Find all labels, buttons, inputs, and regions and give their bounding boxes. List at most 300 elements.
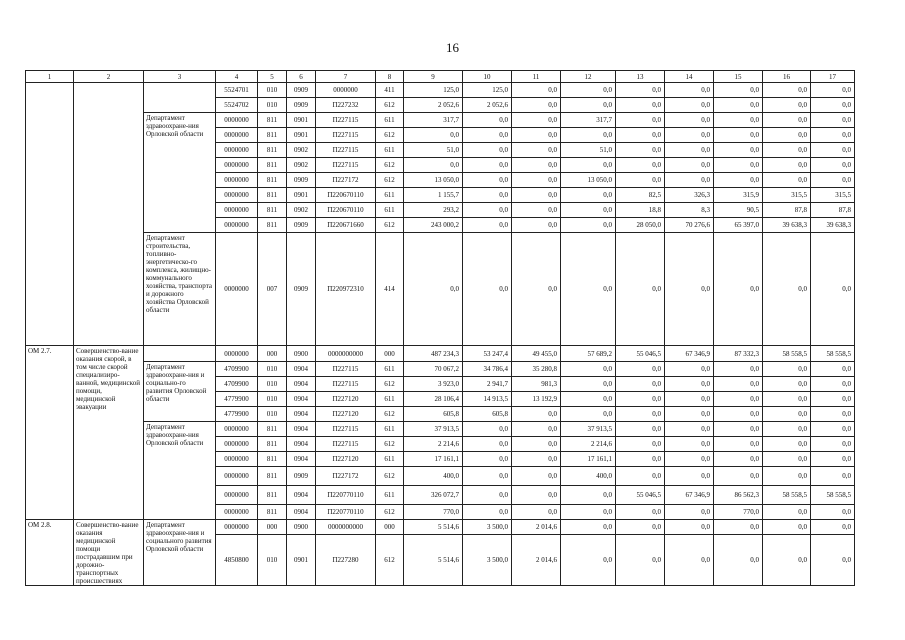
value-cell: 0,0: [665, 377, 714, 392]
value-cell: 487 234,3: [404, 346, 463, 362]
value-cell: 0,0: [811, 128, 855, 143]
event-name-cell: [74, 83, 144, 346]
code-cell: 811: [258, 437, 287, 452]
code-cell: П220972310: [316, 233, 376, 346]
code-cell: П220770110: [316, 505, 376, 520]
value-cell: 0,0: [616, 467, 665, 486]
value-cell: 0,0: [616, 437, 665, 452]
value-cell: 90,5: [714, 203, 763, 218]
value-cell: 13 192,9: [512, 392, 561, 407]
value-cell: 0,0: [763, 407, 811, 422]
value-cell: 0,0: [561, 188, 616, 203]
value-cell: 5 514,6: [404, 520, 463, 535]
value-cell: 0,0: [665, 362, 714, 377]
code-cell: 0000000: [216, 203, 258, 218]
value-cell: 0,0: [665, 233, 714, 346]
value-cell: 0,0: [512, 452, 561, 467]
value-cell: 0,0: [561, 377, 616, 392]
code-cell: 612: [376, 505, 404, 520]
executor-cell: Департамент здравоохране-ния Орловской области: [144, 113, 216, 233]
value-cell: 0,0: [763, 158, 811, 173]
value-cell: 49 455,0: [512, 346, 561, 362]
value-cell: 0,0: [463, 188, 512, 203]
code-cell: П220770110: [316, 486, 376, 505]
executor-cell: [144, 83, 216, 113]
value-cell: 17 161,1: [404, 452, 463, 467]
executor-cell: Департамент здравоохране-ния Орловской области: [144, 422, 216, 520]
value-cell: 0,0: [463, 173, 512, 188]
value-cell: 0,0: [561, 392, 616, 407]
value-cell: 0,0: [512, 233, 561, 346]
code-cell: 611: [376, 452, 404, 467]
header-cell: 2: [74, 71, 144, 83]
code-cell: 0904: [287, 362, 316, 377]
value-cell: 3 500,0: [463, 520, 512, 535]
value-cell: 0,0: [561, 362, 616, 377]
value-cell: 0,0: [714, 158, 763, 173]
value-cell: 82,5: [616, 188, 665, 203]
code-cell: 612: [376, 437, 404, 452]
value-cell: 0,0: [714, 113, 763, 128]
value-cell: 0,0: [616, 422, 665, 437]
code-cell: 612: [376, 173, 404, 188]
value-cell: 770,0: [714, 505, 763, 520]
value-cell: 2 214,6: [404, 437, 463, 452]
code-cell: 0000000: [216, 113, 258, 128]
value-cell: 87,8: [763, 203, 811, 218]
code-cell: П227115: [316, 362, 376, 377]
code-cell: 0904: [287, 392, 316, 407]
value-cell: 0,0: [763, 362, 811, 377]
code-cell: 811: [258, 113, 287, 128]
event-name-cell: Совершенство-вание оказания скорой, в том числе скорой специализиро-ванной, медицинской помощи, медицинской эвакуации: [74, 346, 144, 520]
code-cell: П227172: [316, 173, 376, 188]
value-cell: 400,0: [561, 467, 616, 486]
code-cell: 0000000000: [316, 520, 376, 535]
value-cell: 0,0: [714, 392, 763, 407]
code-cell: 611: [376, 203, 404, 218]
code-cell: 611: [376, 113, 404, 128]
code-cell: П227115: [316, 422, 376, 437]
value-cell: 0,0: [665, 422, 714, 437]
value-cell: 0,0: [763, 143, 811, 158]
value-cell: 0,0: [714, 362, 763, 377]
value-cell: 0,0: [763, 467, 811, 486]
value-cell: 0,0: [404, 233, 463, 346]
value-cell: 0,0: [512, 188, 561, 203]
value-cell: 0,0: [512, 218, 561, 233]
code-cell: П227115: [316, 158, 376, 173]
value-cell: 0,0: [714, 422, 763, 437]
value-cell: 0,0: [811, 83, 855, 98]
code-cell: 0901: [287, 535, 316, 586]
value-cell: 0,0: [616, 98, 665, 113]
value-cell: 70 067,2: [404, 362, 463, 377]
code-cell: 811: [258, 203, 287, 218]
code-cell: 0909: [287, 218, 316, 233]
code-cell: П227120: [316, 407, 376, 422]
value-cell: 67 346,9: [665, 486, 714, 505]
value-cell: 0,0: [561, 407, 616, 422]
value-cell: 125,0: [404, 83, 463, 98]
code-cell: 000: [376, 520, 404, 535]
value-cell: 0,0: [665, 452, 714, 467]
code-cell: 4779900: [216, 392, 258, 407]
value-cell: 0,0: [561, 158, 616, 173]
value-cell: 0,0: [811, 362, 855, 377]
code-cell: 0909: [287, 83, 316, 98]
code-cell: 4709900: [216, 362, 258, 377]
value-cell: 0,0: [561, 520, 616, 535]
code-cell: П227115: [316, 128, 376, 143]
event-code-cell: ОМ 2.7.: [26, 346, 74, 520]
table-row: [26, 113, 855, 128]
code-cell: П227115: [316, 437, 376, 452]
code-cell: 0900: [287, 346, 316, 362]
code-cell: 612: [376, 158, 404, 173]
code-cell: 811: [258, 218, 287, 233]
value-cell: 37 913,5: [561, 422, 616, 437]
value-cell: 0,0: [512, 98, 561, 113]
value-cell: 0,0: [665, 535, 714, 586]
value-cell: 0,0: [463, 422, 512, 437]
value-cell: 0,0: [616, 233, 665, 346]
table-row: [26, 520, 855, 535]
value-cell: 3 923,0: [404, 377, 463, 392]
code-cell: 0000000: [216, 486, 258, 505]
value-cell: 0,0: [512, 203, 561, 218]
value-cell: 0,0: [665, 467, 714, 486]
code-cell: 0900: [287, 520, 316, 535]
code-cell: 0904: [287, 486, 316, 505]
code-cell: 0902: [287, 143, 316, 158]
value-cell: 28 106,4: [404, 392, 463, 407]
value-cell: 0,0: [561, 203, 616, 218]
code-cell: 612: [376, 98, 404, 113]
value-cell: 0,0: [714, 173, 763, 188]
value-cell: 0,0: [616, 505, 665, 520]
code-cell: 010: [258, 377, 287, 392]
code-cell: 811: [258, 486, 287, 505]
code-cell: 0901: [287, 113, 316, 128]
value-cell: 0,0: [763, 83, 811, 98]
value-cell: 0,0: [616, 377, 665, 392]
value-cell: 0,0: [561, 505, 616, 520]
value-cell: 326,3: [665, 188, 714, 203]
value-cell: 8,3: [665, 203, 714, 218]
value-cell: 0,0: [463, 113, 512, 128]
value-cell: 0,0: [561, 218, 616, 233]
header-cell: 13: [616, 71, 665, 83]
code-cell: 5524702: [216, 98, 258, 113]
value-cell: 0,0: [512, 173, 561, 188]
code-cell: 0909: [287, 98, 316, 113]
value-cell: 0,0: [665, 437, 714, 452]
value-cell: 13 050,0: [561, 173, 616, 188]
code-cell: 612: [376, 407, 404, 422]
value-cell: 0,0: [463, 486, 512, 505]
code-cell: 0000000: [216, 218, 258, 233]
code-cell: 0000000: [316, 83, 376, 98]
page-number: 16: [446, 40, 459, 55]
value-cell: 2 052,6: [404, 98, 463, 113]
value-cell: 2 014,6: [512, 535, 561, 586]
value-cell: 58 558,5: [763, 346, 811, 362]
header-cell: 3: [144, 71, 216, 83]
code-cell: 414: [376, 233, 404, 346]
executor-cell: [144, 346, 216, 362]
header-cell: 7: [316, 71, 376, 83]
value-cell: 67 346,9: [665, 346, 714, 362]
value-cell: 0,0: [463, 452, 512, 467]
value-cell: 0,0: [763, 505, 811, 520]
code-cell: 0902: [287, 203, 316, 218]
code-cell: П227232: [316, 98, 376, 113]
code-cell: 000: [376, 346, 404, 362]
value-cell: 0,0: [714, 143, 763, 158]
code-cell: П227115: [316, 377, 376, 392]
value-cell: 0,0: [512, 505, 561, 520]
code-cell: 0000000: [216, 158, 258, 173]
value-cell: 0,0: [665, 407, 714, 422]
code-cell: 0904: [287, 452, 316, 467]
value-cell: 0,0: [616, 83, 665, 98]
code-cell: 0000000: [216, 188, 258, 203]
value-cell: 0,0: [811, 392, 855, 407]
code-cell: 000: [258, 520, 287, 535]
value-cell: 770,0: [404, 505, 463, 520]
value-cell: 0,0: [714, 98, 763, 113]
value-cell: 0,0: [512, 83, 561, 98]
value-cell: 53 247,4: [463, 346, 512, 362]
value-cell: 317,7: [404, 113, 463, 128]
header-cell: 14: [665, 71, 714, 83]
code-cell: 010: [258, 362, 287, 377]
value-cell: 0,0: [512, 467, 561, 486]
value-cell: 0,0: [512, 486, 561, 505]
value-cell: 55 046,5: [616, 486, 665, 505]
value-cell: 0,0: [512, 422, 561, 437]
value-cell: 18,8: [616, 203, 665, 218]
header-cell: 16: [763, 71, 811, 83]
code-cell: 010: [258, 535, 287, 586]
value-cell: 400,0: [404, 467, 463, 486]
value-cell: 0,0: [763, 392, 811, 407]
code-cell: 611: [376, 422, 404, 437]
header-cell: 15: [714, 71, 763, 83]
table-row: [26, 233, 855, 346]
code-cell: 611: [376, 392, 404, 407]
code-cell: П227115: [316, 143, 376, 158]
value-cell: 87,8: [811, 203, 855, 218]
value-cell: 981,3: [512, 377, 561, 392]
value-cell: 0,0: [404, 158, 463, 173]
value-cell: 0,0: [463, 143, 512, 158]
value-cell: 57 689,2: [561, 346, 616, 362]
value-cell: 315,9: [714, 188, 763, 203]
code-cell: 612: [376, 467, 404, 486]
value-cell: 0,0: [811, 233, 855, 346]
code-cell: 0901: [287, 188, 316, 203]
code-cell: 0000000: [216, 173, 258, 188]
value-cell: 37 913,5: [404, 422, 463, 437]
code-cell: 4779900: [216, 407, 258, 422]
code-cell: 612: [376, 535, 404, 586]
value-cell: 0,0: [811, 173, 855, 188]
code-cell: 010: [258, 392, 287, 407]
code-cell: 0904: [287, 407, 316, 422]
value-cell: 34 786,4: [463, 362, 512, 377]
value-cell: 0,0: [763, 128, 811, 143]
header-cell: 9: [404, 71, 463, 83]
code-cell: 811: [258, 173, 287, 188]
code-cell: 811: [258, 467, 287, 486]
code-cell: 000: [258, 346, 287, 362]
value-cell: 605,8: [404, 407, 463, 422]
code-cell: 411: [376, 83, 404, 98]
value-cell: 65 397,0: [714, 218, 763, 233]
value-cell: 0,0: [811, 505, 855, 520]
value-cell: 3 500,0: [463, 535, 512, 586]
value-cell: 0,0: [463, 128, 512, 143]
header-cell: 12: [561, 71, 616, 83]
value-cell: 0,0: [714, 407, 763, 422]
value-cell: 35 280,8: [512, 362, 561, 377]
code-cell: П220671660: [316, 218, 376, 233]
value-cell: 0,0: [811, 98, 855, 113]
code-cell: 0909: [287, 467, 316, 486]
code-cell: 0909: [287, 173, 316, 188]
value-cell: 0,0: [665, 83, 714, 98]
code-cell: 612: [376, 128, 404, 143]
code-cell: 611: [376, 486, 404, 505]
code-cell: 612: [376, 377, 404, 392]
value-cell: 58 558,5: [763, 486, 811, 505]
code-cell: 0000000: [216, 346, 258, 362]
event-name-cell: Совершенство-вание оказания медицинской помощи пострадавшим при дорожно-транспортных происшествиях: [74, 520, 144, 586]
value-cell: 0,0: [616, 452, 665, 467]
code-cell: 811: [258, 452, 287, 467]
value-cell: 0,0: [561, 98, 616, 113]
header-cell: 11: [512, 71, 561, 83]
value-cell: 315,5: [763, 188, 811, 203]
value-cell: 0,0: [714, 83, 763, 98]
executor-cell: Департамент здравоохране-ния и социально-го развития Орловской области: [144, 362, 216, 422]
code-cell: 811: [258, 158, 287, 173]
value-cell: 0,0: [463, 218, 512, 233]
code-cell: П220670110: [316, 188, 376, 203]
header-cell: 17: [811, 71, 855, 83]
value-cell: 0,0: [763, 233, 811, 346]
code-cell: 0000000: [216, 143, 258, 158]
value-cell: 243 000,2: [404, 218, 463, 233]
value-cell: 0,0: [665, 113, 714, 128]
code-cell: 811: [258, 505, 287, 520]
value-cell: 14 913,5: [463, 392, 512, 407]
code-cell: 0000000: [216, 505, 258, 520]
header-cell: 4: [216, 71, 258, 83]
value-cell: 86 562,3: [714, 486, 763, 505]
value-cell: 0,0: [616, 362, 665, 377]
code-cell: 0000000: [216, 233, 258, 346]
value-cell: 317,7: [561, 113, 616, 128]
value-cell: 0,0: [512, 158, 561, 173]
value-cell: 0,0: [463, 437, 512, 452]
value-cell: 0,0: [811, 407, 855, 422]
value-cell: 2 214,6: [561, 437, 616, 452]
value-cell: 0,0: [616, 158, 665, 173]
value-cell: 0,0: [811, 377, 855, 392]
value-cell: 0,0: [616, 128, 665, 143]
code-cell: П227172: [316, 467, 376, 486]
value-cell: 0,0: [811, 113, 855, 128]
value-cell: 0,0: [763, 113, 811, 128]
code-cell: 0000000: [216, 437, 258, 452]
value-cell: 87 332,3: [714, 346, 763, 362]
code-cell: П227115: [316, 113, 376, 128]
value-cell: 0,0: [714, 437, 763, 452]
code-cell: П220670110: [316, 203, 376, 218]
value-cell: 0,0: [811, 520, 855, 535]
value-cell: 293,2: [404, 203, 463, 218]
value-cell: 0,0: [616, 113, 665, 128]
value-cell: 0,0: [811, 467, 855, 486]
code-cell: 0000000: [216, 128, 258, 143]
value-cell: 0,0: [763, 98, 811, 113]
value-cell: 0,0: [811, 422, 855, 437]
value-cell: 55 046,5: [616, 346, 665, 362]
code-cell: 0000000000: [316, 346, 376, 362]
value-cell: 0,0: [714, 520, 763, 535]
value-cell: 0,0: [463, 505, 512, 520]
value-cell: 0,0: [512, 437, 561, 452]
value-cell: 0,0: [665, 128, 714, 143]
table-row: [26, 83, 855, 98]
code-cell: 010: [258, 83, 287, 98]
value-cell: 0,0: [811, 143, 855, 158]
value-cell: 0,0: [616, 392, 665, 407]
value-cell: 2 052,6: [463, 98, 512, 113]
value-cell: 0,0: [665, 173, 714, 188]
value-cell: 0,0: [714, 452, 763, 467]
value-cell: 0,0: [561, 486, 616, 505]
value-cell: 0,0: [463, 203, 512, 218]
event-code-cell: ОМ 2.8.: [26, 520, 74, 586]
value-cell: 0,0: [811, 452, 855, 467]
value-cell: 0,0: [561, 83, 616, 98]
value-cell: 0,0: [811, 437, 855, 452]
code-cell: 0902: [287, 158, 316, 173]
code-cell: 611: [376, 143, 404, 158]
value-cell: 0,0: [763, 452, 811, 467]
code-cell: 0904: [287, 437, 316, 452]
value-cell: 0,0: [616, 407, 665, 422]
header-cell: 5: [258, 71, 287, 83]
value-cell: 39 638,3: [811, 218, 855, 233]
value-cell: 17 161,1: [561, 452, 616, 467]
value-cell: 0,0: [811, 535, 855, 586]
value-cell: 39 638,3: [763, 218, 811, 233]
value-cell: 2 941,7: [463, 377, 512, 392]
executor-cell: Департамент здравоохране-ния и социального развития Орловской области: [144, 520, 216, 586]
value-cell: 0,0: [714, 377, 763, 392]
code-cell: 0000000: [216, 422, 258, 437]
value-cell: 0,0: [763, 437, 811, 452]
code-cell: 010: [258, 407, 287, 422]
header-row: [26, 71, 855, 83]
value-cell: 0,0: [714, 233, 763, 346]
code-cell: 0000000: [216, 520, 258, 535]
